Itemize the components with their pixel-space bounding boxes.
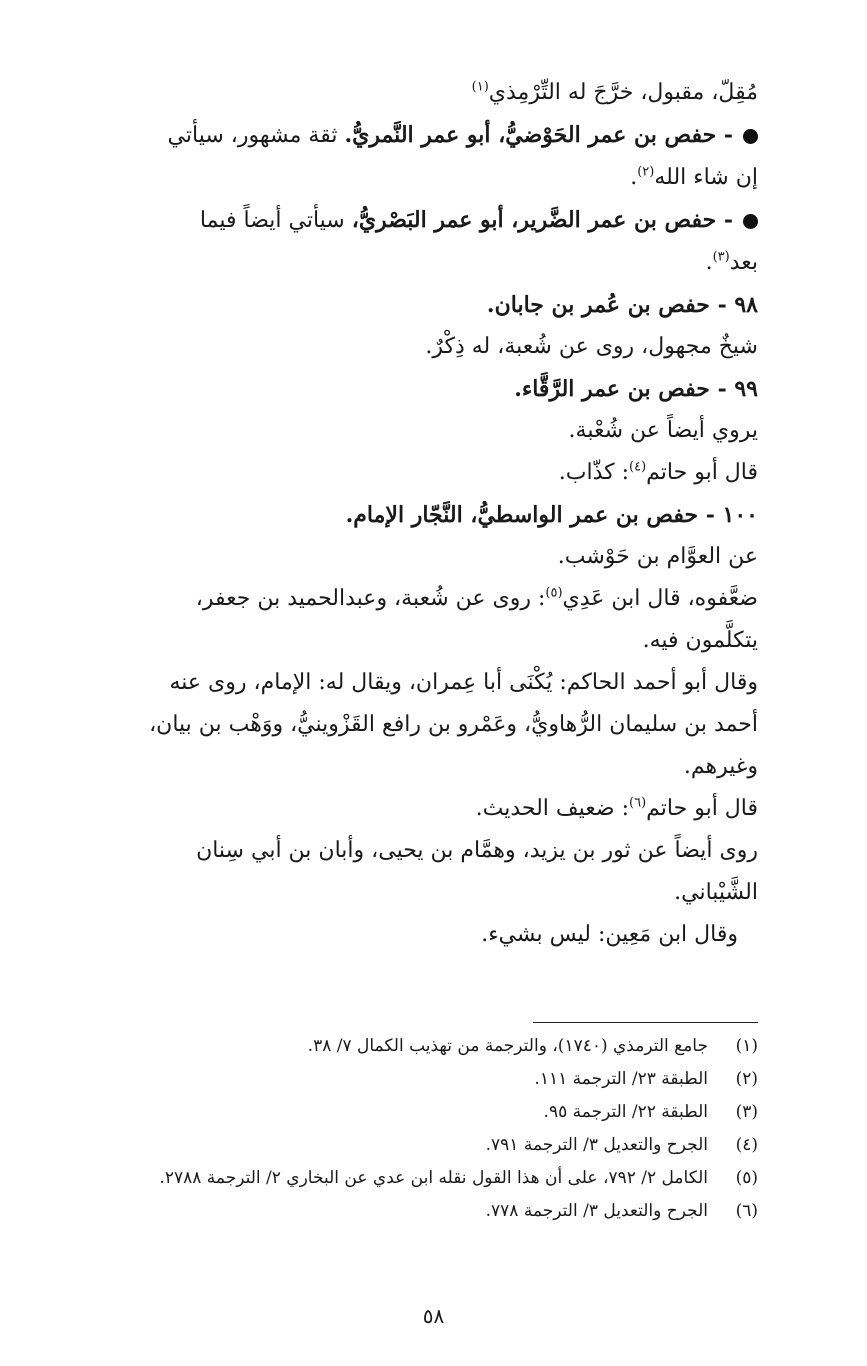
footnote-item xyxy=(46,1030,758,1063)
text-line: شيخٌ مجهول، روى عن شُعبة، له ذِكْرٌ. xyxy=(425,334,758,359)
entry-heading-98: ٩٨ - حفص بن عُمر بن جابان. xyxy=(486,292,758,318)
text-line: وغيرهم. xyxy=(683,754,758,779)
footnote-text: الطبقة ٢٣/ الترجمة ١١١. xyxy=(534,1069,708,1089)
text-line: يتكلَّمون فيه. xyxy=(642,628,758,653)
text-line: قال أبو حاتم$^{(٤)}$: كذّاب. xyxy=(558,459,758,485)
text-line: إن شاء الله$^{(٢)}$. xyxy=(630,164,758,190)
footnotes xyxy=(46,1030,758,1228)
footnote-number: (٢) xyxy=(735,1069,758,1089)
entry-heading-100: ١٠٠ - حفص بن عمر الواسطيُّ، النَّجّار الإمام. xyxy=(345,502,758,528)
footnote-text: الطبقة ٢٢/ الترجمة ٩٥. xyxy=(543,1102,708,1122)
text-line: يروي أيضاً عن شُعْبة. xyxy=(568,418,758,443)
entry-line: - حفص بن عمر الحَوْضيُّ، أبو عمر النَّمريُّ. ثقة مشهور، سيأتي xyxy=(46,114,758,157)
footnote-text: الجرح والتعديل ٣/ الترجمة ٧٩١. xyxy=(485,1135,708,1155)
footnote-ref[interactable]: (٣) xyxy=(712,249,730,265)
footnote-item xyxy=(46,1096,758,1129)
footnote-ref[interactable]: (٥) xyxy=(545,585,563,601)
footnote-number: (٥) xyxy=(735,1168,758,1188)
text-line: أحمد بن سليمان الرُّهاويُّ، وعَمْرو بن رافع القَزْوينيُّ، ووَهْب بن بيان، xyxy=(149,712,758,737)
footnote-item xyxy=(46,1162,758,1195)
entry-line: - حفص بن عمر الضَّرير، أبو عمر البَصْريُّ، سيأتي أيضاً فيما xyxy=(46,199,758,242)
footnote-item xyxy=(46,1063,758,1096)
footnote-ref[interactable]: (٢) xyxy=(637,164,655,180)
footnote-item xyxy=(46,1195,758,1228)
entry-heading: - حفص بن عمر الحَوْضيُّ، أبو عمر النَّمريُّ. xyxy=(344,122,733,148)
footnote-ref[interactable]: (١) xyxy=(471,79,489,95)
page-number: ٥٨ xyxy=(422,1304,445,1328)
footnote-number: (١) xyxy=(735,1036,758,1056)
main-text xyxy=(46,72,758,956)
footnote-text: جامع الترمذي (١٧٤٠)، والترجمة من تهذيب الكمال ٧/ ٣٨. xyxy=(307,1036,708,1056)
footnote-text: الجرح والتعديل ٣/ الترجمة ٧٧٨. xyxy=(485,1201,708,1221)
text-line: عن العوَّام بن حَوْشب. xyxy=(557,544,758,569)
footnote-item xyxy=(46,1129,758,1162)
text-line: قال أبو حاتم$^{(٦)}$: ضعيف الحديث. xyxy=(475,795,758,821)
entry-heading: - حفص بن عمر الضَّرير، أبو عمر البَصْريُّ، xyxy=(351,207,733,233)
entry-heading-99: ٩٩ - حفص بن عمر الرَّقَّاء. xyxy=(514,376,758,402)
text-line: وقال ابن مَعِين: ليس بشيء. xyxy=(481,922,738,947)
bullet-icon xyxy=(743,214,758,229)
text-line: بعد$^{(٣)}$. xyxy=(705,249,758,275)
bullet-icon xyxy=(743,129,758,144)
footnote-ref[interactable]: (٦) xyxy=(629,795,647,811)
text-line: روى أيضاً عن ثور بن يزيد، وهمَّام بن يحيى، وأبان بن أبي سِنان xyxy=(196,838,758,863)
text-line: مُقِلّ، مقبول، خرَّجَ له التِّرْمِذي$^{(١)}$ xyxy=(471,79,758,105)
footnote-number: (٦) xyxy=(735,1201,758,1221)
footnote-ref[interactable]: (٤) xyxy=(629,459,647,475)
footnote-text: الكامل ٢/ ٧٩٢، على أن هذا القول نقله ابن عدي عن البخاري ٢/ الترجمة ٢٧٨٨. xyxy=(159,1168,708,1188)
footnote-divider xyxy=(533,1022,758,1023)
text-line: ضعَّفوه، قال ابن عَدِي$^{(٥)}$: روى عن شُعبة، وعبدالحميد بن جعفر، xyxy=(195,585,758,611)
text-line: الشَّيْباني. xyxy=(674,880,758,905)
footnote-number: (٣) xyxy=(735,1102,758,1122)
text-line: وقال أبو أحمد الحاكم: يُكْنَى أبا عِمران، ويقال له: الإمام، روى عنه xyxy=(169,670,758,695)
footnote-number: (٤) xyxy=(735,1135,758,1155)
